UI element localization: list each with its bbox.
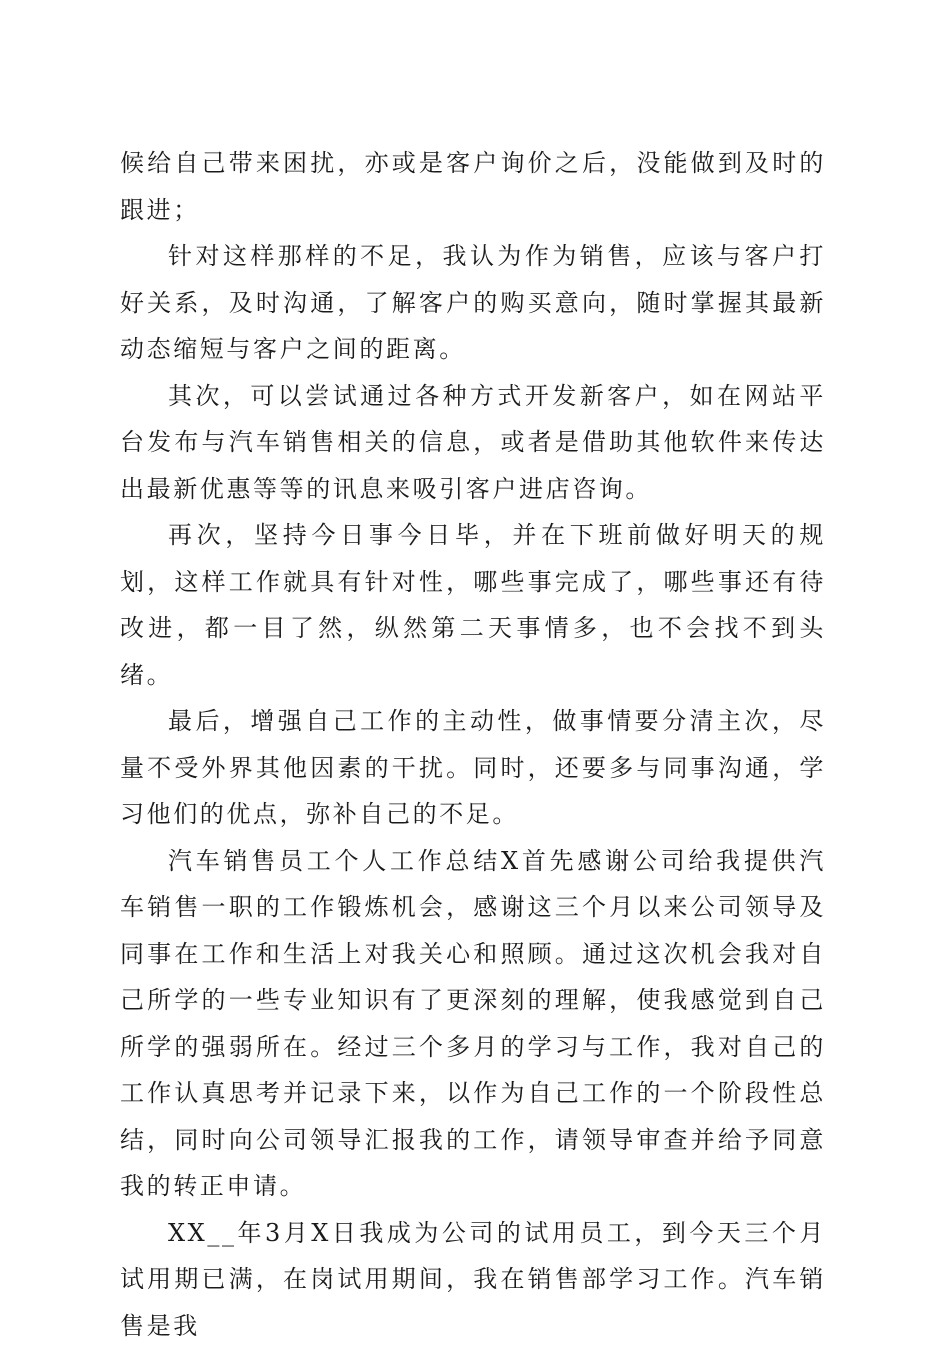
paragraph-probation: XX__年3月X日我成为公司的试用员工，到今天三个月试用期已满，在岗试用期间，我在销售部学习工作。汽车销售是我 bbox=[120, 1210, 826, 1349]
paragraph-second: 其次，可以尝试通过各种方式开发新客户，如在网站平台发布与汽车销售相关的信息，或者是借助其他软件来传达出最新优惠等等的讯息来吸引客户进店咨询。 bbox=[120, 373, 826, 513]
paragraph-summary: 汽车销售员工个人工作总结X首先感谢公司给我提供汽车销售一职的工作锻炼机会，感谢这三个月以来公司领导及同事在工作和生活上对我关心和照顾。通过这次机会我对自己所学的一些专业知识有了更深刻的理解，使我感觉到自己所学的强弱所在。经过三个多月的学习与工作，我对自己的工作认真思考并记录下来，以作为自己工作的一个阶段性总结，同时向公司领导汇报我的工作，请领导审查并给予同意我的转正申请。 bbox=[120, 838, 826, 1210]
paragraph-third: 再次，坚持今日事今日毕，并在下班前做好明天的规划，这样工作就具有针对性，哪些事完成了，哪些事还有待改进，都一目了然，纵然第二天事情多，也不会找不到头绪。 bbox=[120, 512, 826, 698]
document-body bbox=[120, 140, 826, 1349]
paragraph-finally: 最后，增强自己工作的主动性，做事情要分清主次，尽量不受外界其他因素的干扰。同时，还要多与同事沟通，学习他们的优点，弥补自己的不足。 bbox=[120, 698, 826, 838]
paragraph-shortcomings: 针对这样那样的不足，我认为作为销售，应该与客户打好关系，及时沟通，了解客户的购买意向，随时掌握其最新动态缩短与客户之间的距离。 bbox=[120, 233, 826, 373]
paragraph-continuation: 候给自己带来困扰，亦或是客户询价之后，没能做到及时的跟进； bbox=[120, 140, 826, 233]
